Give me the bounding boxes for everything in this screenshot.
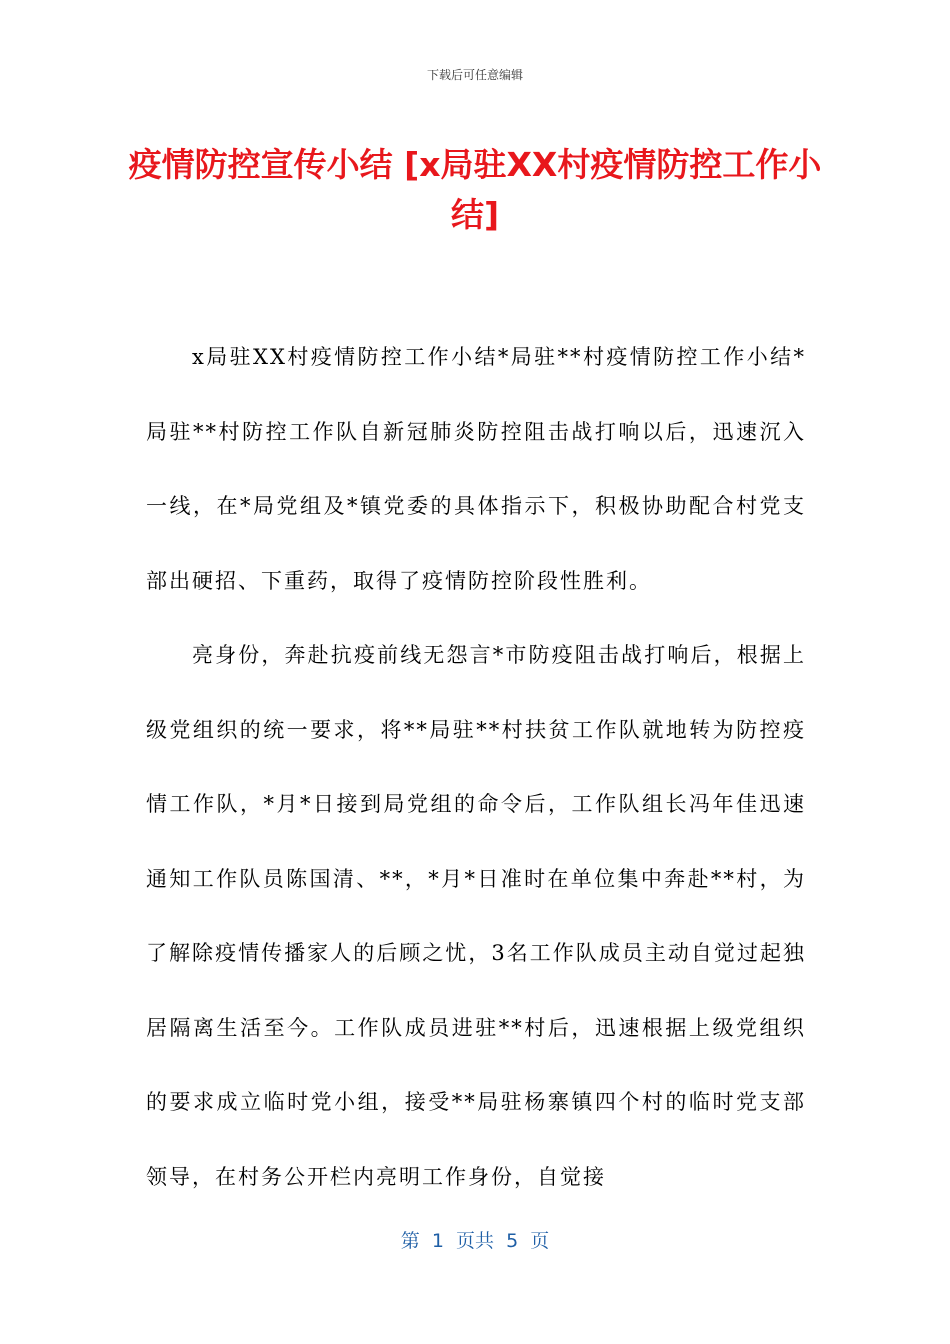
header-note: 下载后可任意编辑 — [426, 68, 523, 82]
document-body — [146, 320, 806, 1214]
paragraph-1: x局驻XX村疫情防控工作小结*局驻**村疫情防控工作小结*局驻**村防控工作队自新冠肺炎防控阻击战打响以后，迅速沉入一线，在*局党组及*镇党委的具体指示下，积极协助配合村党支部出硬招、下重药，取得了疫情防控阶段性胜利。 — [146, 345, 806, 593]
paragraph-2: 亮身份，奔赴抗疫前线无怨言*市防疫阻击战打响后，根据上级党组织的统一要求，将**局驻**村扶贫工作队就地转为防控疫情工作队，*月*日接到局党组的命令后，工作队组长冯年佳迅速通知工作队员陈国清、**，*月*日准时在单位集中奔赴**村，为了解除疫情传播家人的后顾之忧，3名工作队成员主动自觉过起独居隔离生活至今。工作队成员进驻**村后，迅速根据上级党组织的要求成立临时党小组，接受**局驻杨寨镇四个村的临时党支部领导，在村务公开栏内亮明工作身份，自觉接 — [146, 643, 806, 1189]
document-title: 疫情防控宣传小结 [x局驻XX村疫情防控工作小结] — [128, 145, 822, 234]
page-number-footer: 第 1 页共 5 页 — [400, 1230, 550, 1252]
